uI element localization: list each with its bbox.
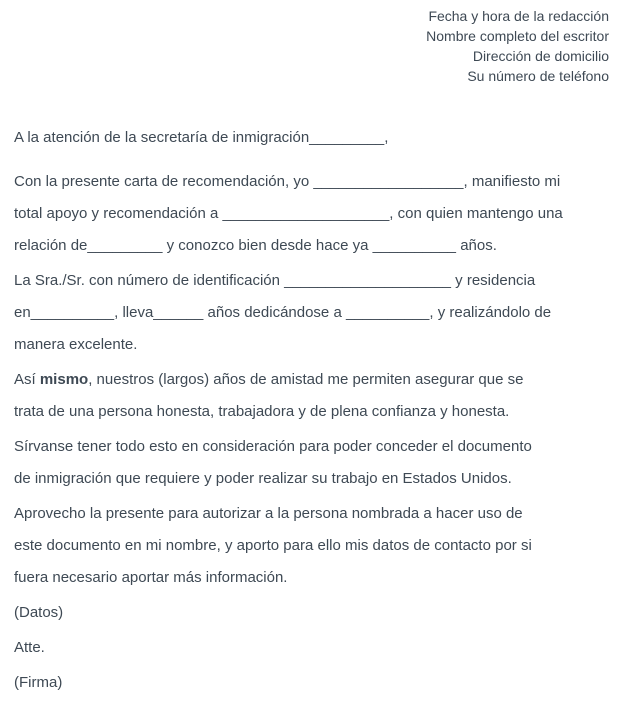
paragraph-line: A la atención de la secretaría de inmigración_________, [14, 129, 389, 146]
paragraph-line: fuera necesario aportar más información. [14, 569, 288, 586]
paragraph-line: trata de una persona honesta, trabajadora y de plena confianza y honesta. [14, 403, 510, 420]
paragraph-recipient-salutation [14, 122, 609, 154]
paragraph-line: Sírvanse tener todo esto en consideración para poder conceder el documento [14, 438, 532, 455]
paragraph-line: (Datos) [14, 604, 64, 621]
letter-header-placeholders [14, 6, 609, 86]
paragraph-line: relación de_________ y conozco bien desde hace ya __________ años. [14, 237, 497, 254]
header-line-phone: Su número de teléfono [467, 68, 609, 84]
header-line-date: Fecha y hora de la redacción [428, 8, 609, 24]
text-segment: Así [14, 371, 40, 388]
paragraph-introduction [14, 166, 609, 262]
paragraph-character-endorsement [14, 364, 609, 428]
text-segment: , nuestros (largos) años de amistad me permiten asegurar que se [88, 371, 524, 388]
header-line-writer-name: Nombre completo del escritor [426, 28, 609, 44]
paragraph-line [14, 364, 609, 396]
paragraph-closing [14, 632, 609, 664]
paragraph-line: en__________, lleva______ años dedicándose a __________, y realizándolo de [14, 304, 552, 321]
paragraph-line: este documento en mi nombre, y aporto para ello mis datos de contacto por si [14, 537, 532, 554]
paragraph-line: manera excelente. [14, 336, 138, 353]
paragraph-contact-data-placeholder [14, 597, 609, 629]
bold-text-segment: mismo [39, 371, 89, 388]
paragraph-request [14, 431, 609, 495]
header-line-address: Dirección de domicilio [472, 48, 609, 64]
letter-body [14, 122, 609, 699]
paragraph-line: La Sra./Sr. con número de identificación ____________________ y residencia [14, 272, 536, 289]
paragraph-signature-placeholder [14, 667, 609, 699]
paragraph-authorization [14, 498, 609, 594]
paragraph-subject-details [14, 265, 609, 361]
paragraph-line: total apoyo y recomendación a ____________________, con quien mantengo una [14, 205, 563, 222]
paragraph-line: (Firma) [14, 674, 63, 691]
paragraph-line: Atte. [14, 639, 45, 656]
paragraph-line: Con la presente carta de recomendación, yo __________________, manifiesto mi [14, 173, 561, 190]
paragraph-line: de inmigración que requiere y poder realizar su trabajo en Estados Unidos. [14, 470, 512, 487]
paragraph-line: Aprovecho la presente para autorizar a la persona nombrada a hacer uso de [14, 505, 523, 522]
